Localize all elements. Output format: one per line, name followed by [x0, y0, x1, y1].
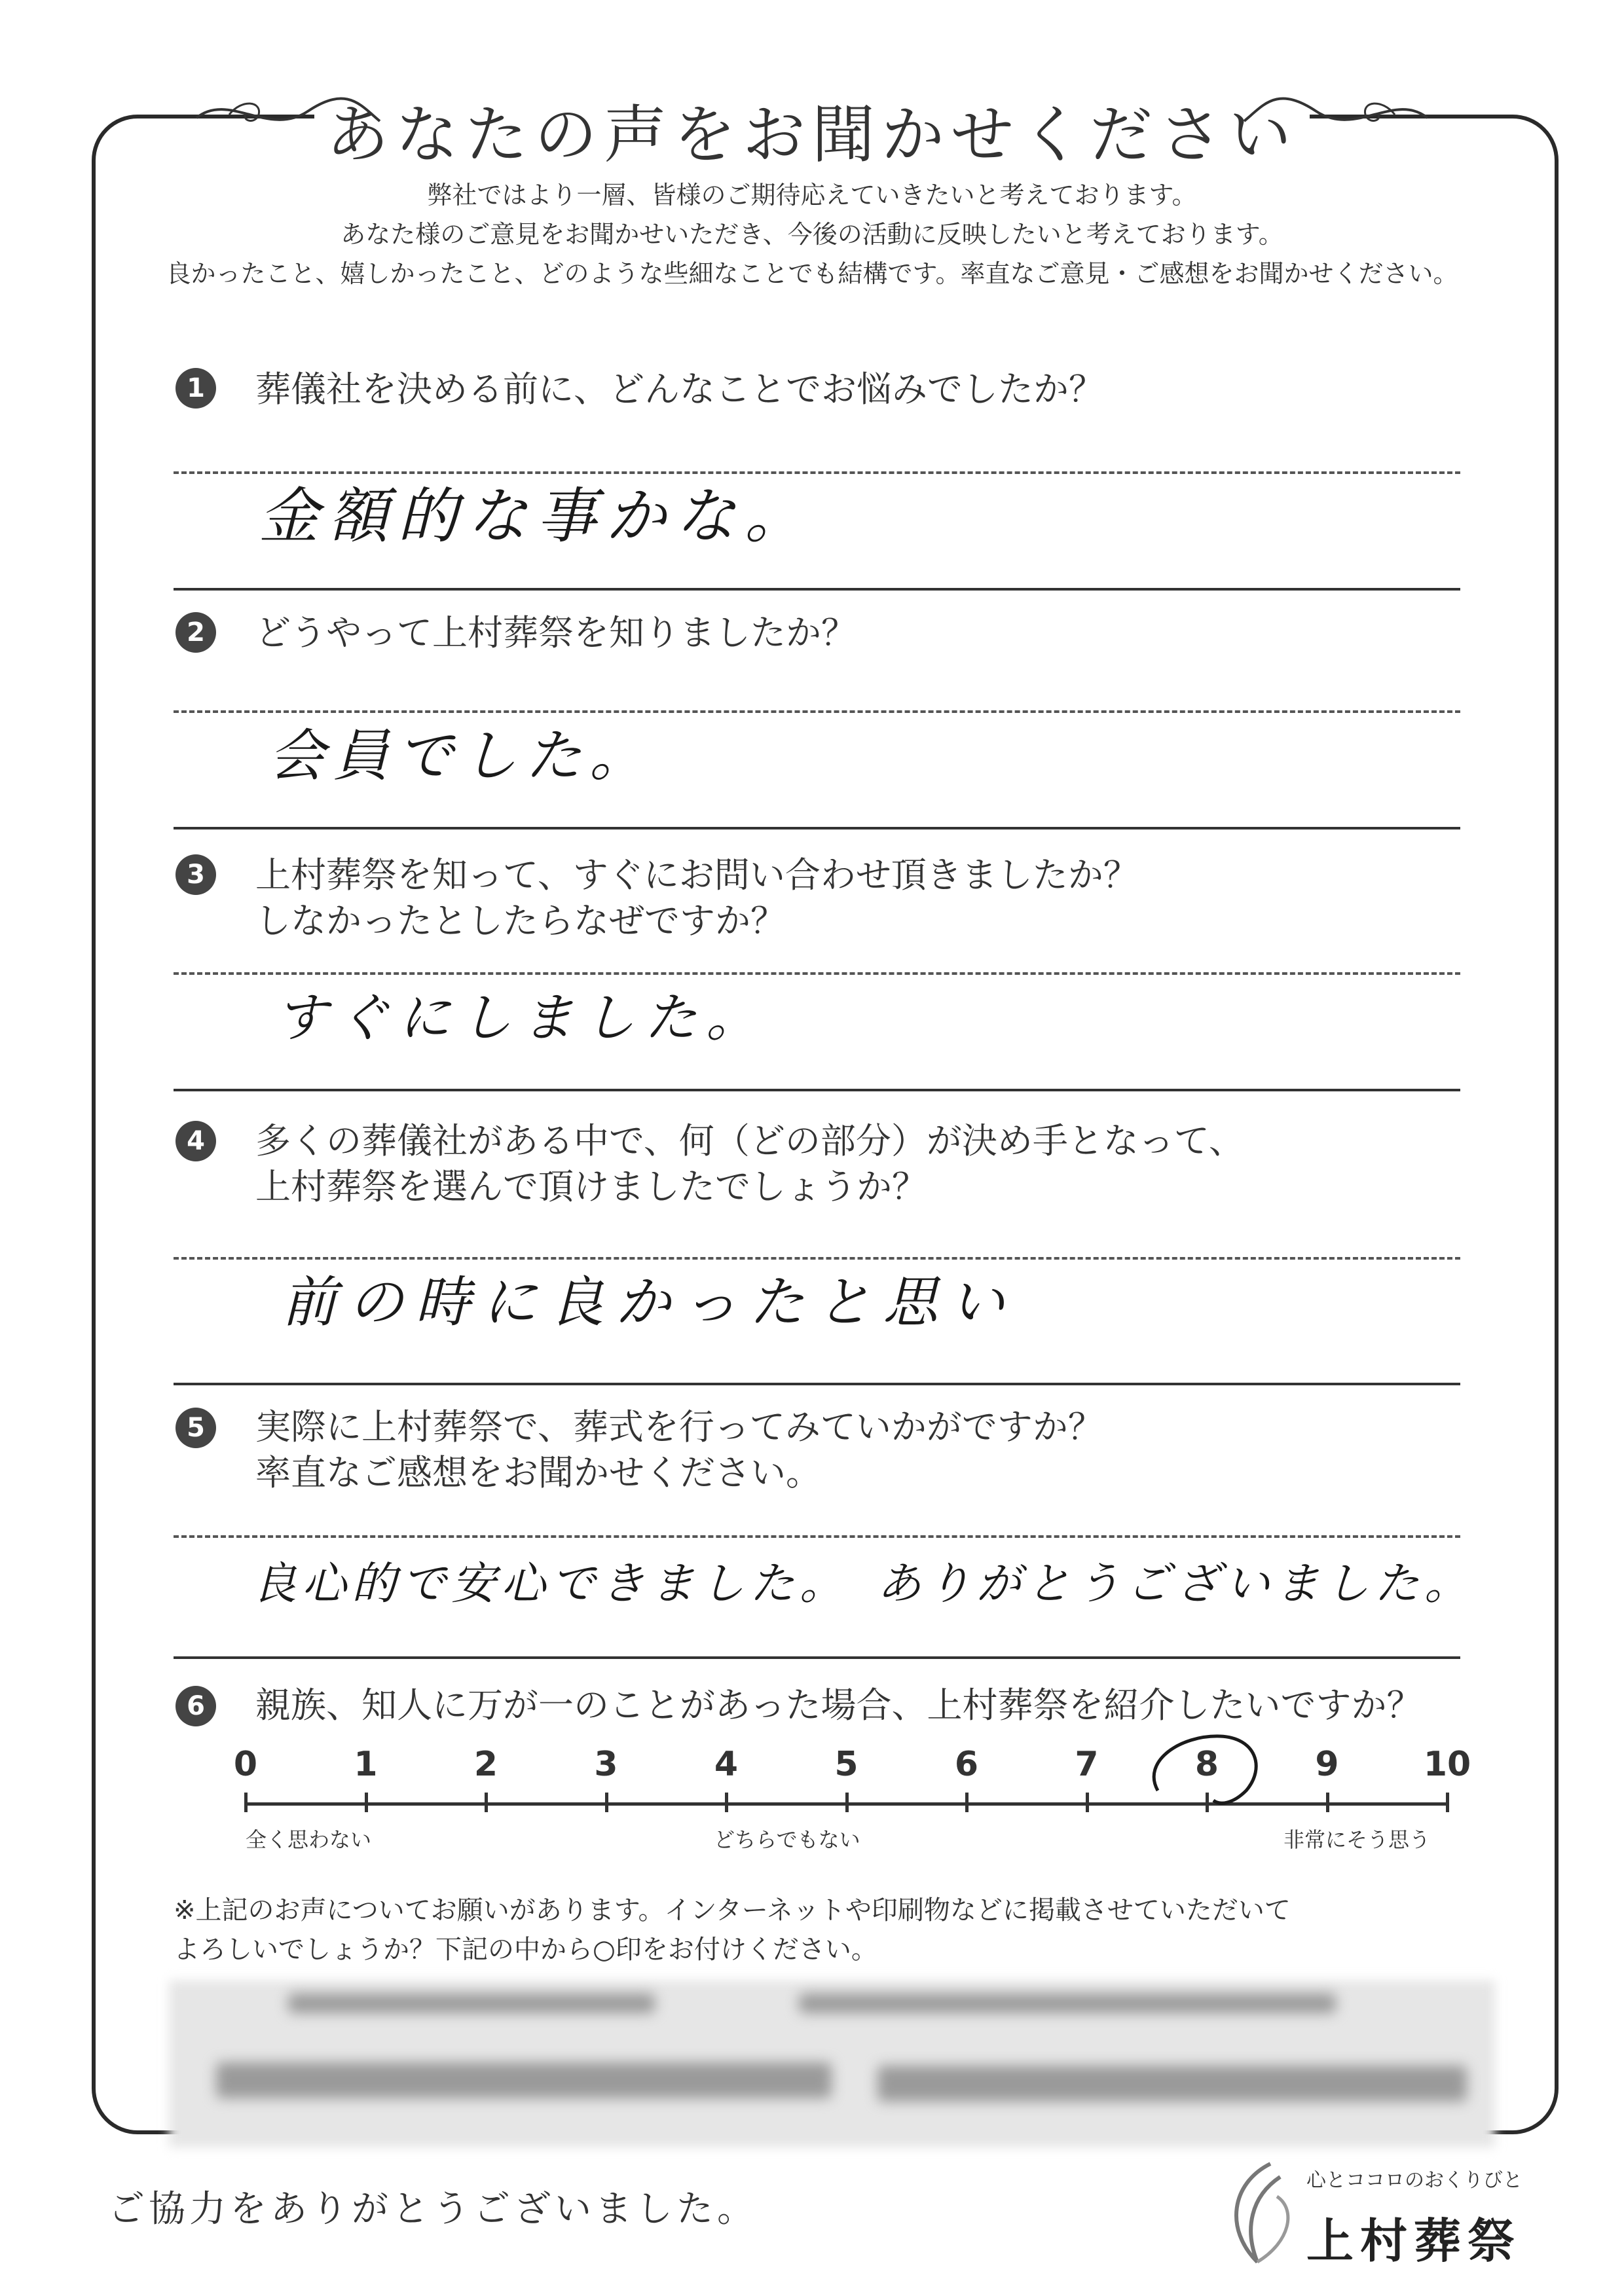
scale-number-5: 5	[834, 1745, 858, 1784]
scale-tick	[1086, 1793, 1089, 1812]
scale-number-3: 3	[594, 1745, 618, 1784]
question-number-6: 6	[175, 1686, 216, 1726]
note-line: よろしいでしょうか？下記の中から○印をお付けください。	[174, 1935, 877, 1965]
scale-tick	[365, 1793, 368, 1812]
answer-dashed-line	[174, 972, 1460, 975]
answer-line	[174, 588, 1460, 591]
question-2-text: どうやって上村葬祭を知りましたか？	[255, 612, 857, 653]
scale-label-mid: どちらでもない	[714, 1827, 860, 1852]
question-number-2: 2	[175, 612, 216, 653]
note-line: ※上記のお声についてお願いがあります。インターネットや印刷物などに掲載させていただいて	[174, 1895, 1291, 1925]
intro-line: 弊社ではより一層、皆様のご期待応えていきたいと考えております。	[427, 181, 1197, 210]
question-number-1: 1	[175, 368, 216, 409]
intro-line: 良かったこと、嬉しかったこと、どのような些細なことでも結構です。率直なご意見・ご感想をお聞かせください。	[166, 259, 1458, 288]
logo-tagline: 心とココロのおくりびと	[1306, 2169, 1522, 2192]
redacted-bar	[288, 1994, 655, 2013]
company-logo	[1218, 2151, 1522, 2282]
scale-number-8: 8	[1194, 1745, 1219, 1784]
scale-number-7: 7	[1075, 1745, 1099, 1784]
question-1-text: 葬儀社を決める前に、どんなことでお悩みでしたか？	[255, 369, 1104, 410]
scale-number-1: 1	[354, 1745, 378, 1784]
question-4-text-line-2: 上村葬祭を選んで頂けましたでしょうか？	[255, 1166, 927, 1207]
scale-number-4: 4	[714, 1745, 739, 1784]
logo-name: 上村葬祭	[1306, 2214, 1522, 2269]
answer-line	[174, 1089, 1460, 1091]
selected-rating-circle-icon	[1141, 1728, 1272, 1813]
answer-5: 良心的で安心できました。 ありがとうございました。	[252, 1558, 1475, 1610]
answer-3: すぐにしました。	[275, 987, 767, 1048]
scale-label-low: 全く思わない	[246, 1827, 372, 1852]
question-4-text-line-1: 多くの葬儀社がある中で、何（どの部分）が決め手となって、	[255, 1120, 1244, 1161]
question-5-text-line-2: 率直なご感想をお聞かせください。	[255, 1452, 821, 1493]
scale-tick	[725, 1793, 728, 1812]
scale-tick	[965, 1793, 969, 1812]
question-number-4: 4	[175, 1121, 216, 1161]
question-3-text-line-2: しなかったとしたらなぜですか？	[255, 900, 786, 941]
scale-number-0: 0	[233, 1745, 258, 1784]
heart-leaf-icon	[1218, 2157, 1303, 2269]
publication-note	[174, 1891, 1291, 1969]
answer-4: 前の時に良かったと思い	[282, 1270, 1017, 1334]
answer-1: 金額的な事かな。	[259, 481, 815, 551]
answer-line	[174, 1656, 1460, 1659]
scale-tick	[1446, 1793, 1449, 1812]
scale-label-high: 非常にそう思う	[1283, 1827, 1431, 1852]
answer-2: 会員でした。	[268, 723, 654, 789]
answer-line	[174, 1383, 1460, 1385]
scale-number-2: 2	[473, 1745, 498, 1784]
scale-number-9: 9	[1315, 1745, 1339, 1784]
scale-tick	[244, 1793, 248, 1812]
scale-tick	[845, 1793, 849, 1812]
scale-number-6: 6	[954, 1745, 979, 1784]
page-title: あなたの声をお聞かせください	[326, 98, 1298, 172]
intro-text	[131, 175, 1493, 293]
question-5-text-line-1: 実際に上村葬祭で、葬式を行ってみていかがですか？	[255, 1406, 1103, 1448]
scale-tick	[485, 1793, 488, 1812]
question-3-text-line-1: 上村葬祭を知って、すぐにお問い合わせ頂きましたか？	[255, 854, 1139, 896]
intro-line: あなた様のご意見をお聞かせいただき、今後の活動に反映したいと考えております。	[341, 220, 1283, 249]
scale-tick	[605, 1793, 608, 1812]
question-number-5: 5	[175, 1408, 216, 1448]
answer-line	[174, 827, 1460, 829]
redacted-bar	[216, 2062, 832, 2098]
question-6-text: 親族、知人に万が一のことがあった場合、上村葬祭を紹介したいですか？	[255, 1685, 1422, 1726]
answer-dashed-line	[174, 1535, 1460, 1538]
redacted-bar	[799, 1994, 1336, 2013]
thanks-message: ご協力をありがとうございました。	[108, 2188, 758, 2231]
redacted-bar	[877, 2066, 1467, 2102]
scale-tick	[1326, 1793, 1329, 1812]
scale-number-10: 10	[1423, 1745, 1471, 1784]
question-number-3: 3	[175, 854, 216, 895]
